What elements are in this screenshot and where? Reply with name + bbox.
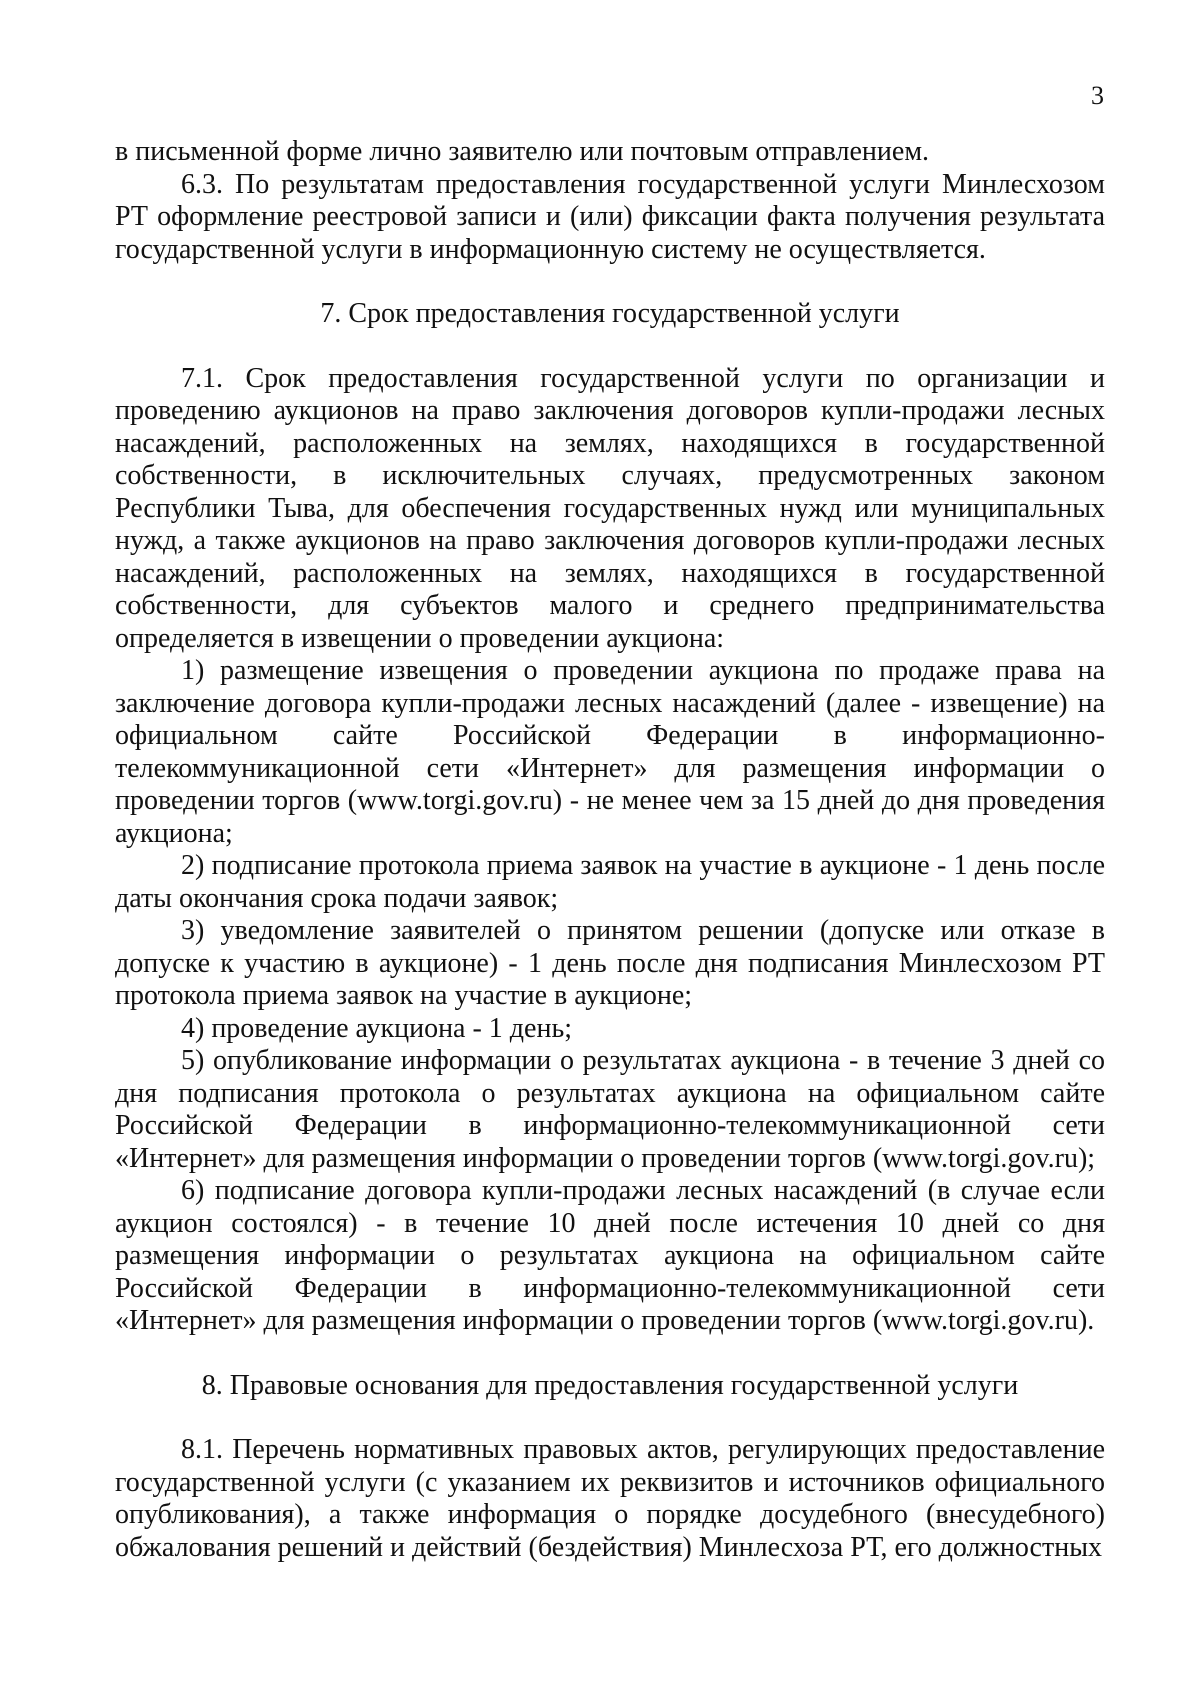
paragraph-6-3: 6.3. По результатам предоставления государственной услуги Минлесхозом РТ оформление реестровой записи и (или) фиксации факта получения результата государственной услуги в информационную систему не осуществляется. — [115, 168, 1105, 265]
page-number: 3 — [1091, 81, 1104, 110]
section-heading-7: 7. Срок предоставления государственной услуги — [320, 298, 900, 329]
list-item-1: 1) размещение извещения о проведении аукциона по продаже права на заключение договора купли-продажи лесных насаждений (далее - извещение) на официальном сайте Российской Федерации в информационно-телекоммуникационной сети «Интернет» для размещения информации о проведении торгов (www.torgi.gov.ru) - не менее чем за 15 дней до дня проведения аукциона; — [115, 655, 1105, 849]
list-item-5: 5) опубликование информации о результатах аукциона - в течение 3 дней со дня подписания протокола о результатах аукциона на официальном сайте Российской Федерации в информационно-телекоммуникационной сети «Интернет» для размещения информации о проведении торгов (www.torgi.gov.ru); — [115, 1045, 1105, 1174]
list-item-2: 2) подписание протокола приема заявок на участие в аукционе - 1 день после даты окончания срока подачи заявок; — [115, 850, 1105, 914]
list-item-6: 6) подписание договора купли-продажи лесных насаждений (в случае если аукцион состоялся) - в течение 10 дней после истечения 10 дней со дня размещения информации о результатах аукциона на официальном сайте Российской Федерации в информационно-телекоммуникационной сети «Интернет» для размещения информации о проведении торгов (www.torgi.gov.ru). — [115, 1175, 1105, 1336]
list-item-4: 4) проведение аукциона - 1 день; — [181, 1012, 573, 1044]
list-item-3: 3) уведомление заявителей о принятом решении (допуске или отказе в допуске к участию в аукционе) - 1 день после дня подписания Минлесхозом РТ протокола приема заявок на участие в аукционе; — [115, 915, 1105, 1011]
section-heading-8: 8. Правовые основания для предоставления государственной услуги — [201, 1369, 1019, 1401]
paragraph-7-1: 7.1. Срок предоставления государственной услуги по организации и проведению аукционов на право заключения договоров купли-продажи лесных насаждений, расположенных на землях, находящихся в государственной собственности, в исключительных случаях, предусмотренных законом Республики Тыва, для обеспечения государственных нужд или муниципальных нужд, а также аукционов на право заключения договоров купли-продажи лесных насаждений, расположенных на землях, находящихся в государственной собственности, для субъектов малого и среднего предпринимательства определяется в извещении о проведении аукциона: — [115, 362, 1105, 654]
document-body — [115, 136, 1105, 1564]
paragraph-continuation: в письменной форме лично заявителю или почтовым отправлением. — [115, 136, 930, 167]
paragraph-8-1: 8.1. Перечень нормативных правовых актов, регулирующих предоставление государственной услуги (с указанием их реквизитов и источников официального опубликования), а также информация о порядке досудебного (внесудебного) обжалования решений и действий (бездействия) Минлесхоза РТ, его должностных — [115, 1434, 1105, 1563]
